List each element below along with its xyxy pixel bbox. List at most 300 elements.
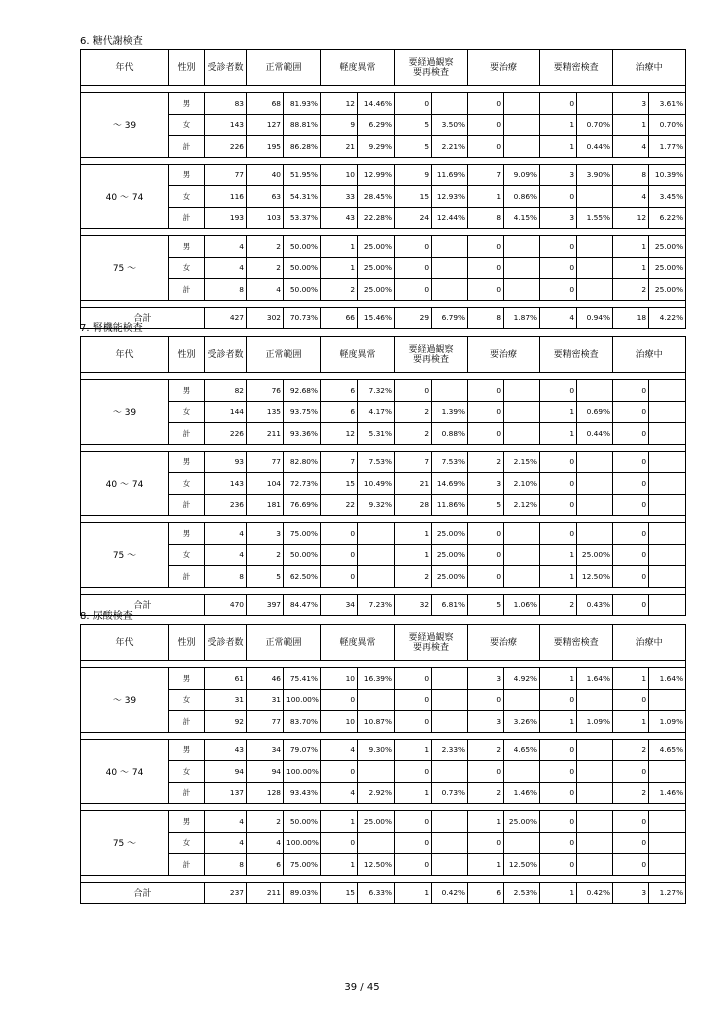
value-cell: 4 bbox=[205, 544, 247, 566]
header-sex: 性別 bbox=[169, 50, 205, 86]
value-cell: 2 bbox=[395, 401, 432, 423]
value-cell: 0 bbox=[395, 257, 432, 279]
value-cell: 0 bbox=[321, 832, 358, 854]
value-cell bbox=[649, 689, 686, 711]
value-cell: 143 bbox=[205, 114, 247, 136]
sex-subtotal: 計 bbox=[169, 279, 205, 301]
total-value-cell: 211 bbox=[247, 882, 284, 904]
value-cell: 10.49% bbox=[358, 473, 395, 495]
total-value-cell: 66 bbox=[321, 307, 358, 329]
spacer-row bbox=[81, 875, 686, 882]
value-cell bbox=[577, 93, 613, 115]
value-cell: 0 bbox=[321, 566, 358, 588]
value-cell: 0 bbox=[468, 423, 504, 445]
sex-male: 男 bbox=[169, 380, 205, 402]
spacer-row bbox=[81, 86, 686, 93]
value-cell bbox=[649, 854, 686, 876]
value-cell: 63 bbox=[247, 186, 284, 208]
spacer-row bbox=[81, 373, 686, 380]
value-cell: 0 bbox=[613, 494, 649, 516]
total-value-cell: 2 bbox=[540, 594, 577, 616]
value-cell: 21 bbox=[321, 136, 358, 158]
value-cell: 1 bbox=[395, 544, 432, 566]
value-cell: 0 bbox=[395, 236, 432, 258]
table-row bbox=[81, 494, 686, 516]
value-cell: 104 bbox=[247, 473, 284, 495]
table-row bbox=[81, 114, 686, 136]
value-cell bbox=[649, 473, 686, 495]
value-cell: 135 bbox=[247, 401, 284, 423]
value-cell: 0.73% bbox=[432, 782, 468, 804]
value-cell: 1 bbox=[613, 114, 649, 136]
header-detail: 要精密検査 bbox=[540, 625, 613, 661]
value-cell: 93.43% bbox=[284, 782, 321, 804]
value-cell: 3 bbox=[613, 93, 649, 115]
value-cell: 0 bbox=[540, 279, 577, 301]
value-cell: 5 bbox=[247, 566, 284, 588]
value-cell: 12.50% bbox=[577, 566, 613, 588]
value-cell: 92 bbox=[205, 711, 247, 733]
value-cell: 12.50% bbox=[358, 854, 395, 876]
header-observe-line2: 要再検査 bbox=[413, 354, 450, 365]
value-cell: 0 bbox=[613, 689, 649, 711]
header-observe-line1: 要経過観察 bbox=[408, 344, 454, 355]
header-observe bbox=[395, 50, 468, 86]
value-cell: 77 bbox=[205, 164, 247, 186]
value-cell: 2 bbox=[468, 451, 504, 473]
value-cell bbox=[432, 832, 468, 854]
value-cell: 0 bbox=[613, 544, 649, 566]
value-cell bbox=[649, 811, 686, 833]
value-cell: 25.00% bbox=[504, 811, 540, 833]
value-cell: 2.92% bbox=[358, 782, 395, 804]
header-age: 年代 bbox=[81, 337, 169, 373]
value-cell: 14.69% bbox=[432, 473, 468, 495]
sex-female: 女 bbox=[169, 186, 205, 208]
value-cell: 93.75% bbox=[284, 401, 321, 423]
total-value-cell: 4.22% bbox=[649, 307, 686, 329]
value-cell: 10 bbox=[321, 711, 358, 733]
value-cell: 25.00% bbox=[432, 523, 468, 545]
value-cell: 1.64% bbox=[577, 668, 613, 690]
value-cell: 2 bbox=[613, 279, 649, 301]
table-row bbox=[81, 668, 686, 690]
value-cell bbox=[432, 668, 468, 690]
page-number: 39 / 45 bbox=[344, 982, 380, 993]
value-cell: 3 bbox=[247, 523, 284, 545]
total-value-cell: 0.94% bbox=[577, 307, 613, 329]
value-cell: 7.53% bbox=[432, 451, 468, 473]
value-cell: 9.32% bbox=[358, 494, 395, 516]
value-cell: 12 bbox=[613, 207, 649, 229]
header-mild: 軽度異常 bbox=[321, 50, 395, 86]
value-cell bbox=[649, 544, 686, 566]
total-value-cell: 1.06% bbox=[504, 594, 540, 616]
sex-male: 男 bbox=[169, 451, 205, 473]
value-cell: 1 bbox=[540, 136, 577, 158]
value-cell: 0 bbox=[395, 832, 432, 854]
table-row bbox=[81, 761, 686, 783]
value-cell: 6.29% bbox=[358, 114, 395, 136]
sex-male: 男 bbox=[169, 164, 205, 186]
value-cell: 79.07% bbox=[284, 739, 321, 761]
table-row bbox=[81, 451, 686, 473]
section-title: 6. 糖代謝検査 bbox=[80, 36, 143, 47]
value-cell: 82 bbox=[205, 380, 247, 402]
value-cell: 0 bbox=[395, 279, 432, 301]
total-value-cell: 6 bbox=[468, 882, 504, 904]
value-cell: 75.41% bbox=[284, 668, 321, 690]
value-cell: 12 bbox=[321, 93, 358, 115]
value-cell: 0 bbox=[321, 544, 358, 566]
value-cell: 0 bbox=[613, 566, 649, 588]
total-value-cell: 89.03% bbox=[284, 882, 321, 904]
table-row bbox=[81, 279, 686, 301]
value-cell: 1 bbox=[468, 186, 504, 208]
header-under: 治療中 bbox=[613, 337, 686, 373]
value-cell bbox=[649, 401, 686, 423]
value-cell bbox=[577, 832, 613, 854]
table-row bbox=[81, 136, 686, 158]
value-cell: 2 bbox=[468, 739, 504, 761]
value-cell: 8 bbox=[468, 207, 504, 229]
value-cell: 1 bbox=[540, 114, 577, 136]
value-cell: 3 bbox=[468, 711, 504, 733]
value-cell: 0 bbox=[613, 380, 649, 402]
value-cell bbox=[504, 544, 540, 566]
value-cell: 28 bbox=[395, 494, 432, 516]
sex-female: 女 bbox=[169, 114, 205, 136]
value-cell bbox=[504, 114, 540, 136]
total-value-cell: 397 bbox=[247, 594, 284, 616]
value-cell bbox=[432, 811, 468, 833]
value-cell: 11.69% bbox=[432, 164, 468, 186]
value-cell bbox=[577, 523, 613, 545]
value-cell: 1 bbox=[395, 782, 432, 804]
value-cell: 83 bbox=[205, 93, 247, 115]
value-cell: 0 bbox=[613, 854, 649, 876]
value-cell: 83.70% bbox=[284, 711, 321, 733]
total-value-cell: 7.23% bbox=[358, 594, 395, 616]
value-cell: 0 bbox=[613, 811, 649, 833]
header-sex: 性別 bbox=[169, 337, 205, 373]
value-cell: 2 bbox=[247, 236, 284, 258]
value-cell bbox=[432, 279, 468, 301]
header-normal: 正常範囲 bbox=[247, 337, 321, 373]
sex-subtotal: 計 bbox=[169, 494, 205, 516]
value-cell: 0 bbox=[540, 186, 577, 208]
header-observe-line1: 要経過観察 bbox=[408, 57, 454, 68]
total-value-cell: 0 bbox=[613, 594, 649, 616]
header-treat: 要治療 bbox=[468, 625, 540, 661]
age-group-cell: ～ 39 bbox=[81, 93, 169, 158]
value-cell: 0 bbox=[613, 401, 649, 423]
value-cell bbox=[504, 832, 540, 854]
sex-female: 女 bbox=[169, 689, 205, 711]
header-observe-line1: 要経過観察 bbox=[408, 632, 454, 643]
value-cell: 81.93% bbox=[284, 93, 321, 115]
sex-subtotal: 計 bbox=[169, 423, 205, 445]
header-under: 治療中 bbox=[613, 50, 686, 86]
header-normal: 正常範囲 bbox=[247, 50, 321, 86]
value-cell: 93 bbox=[205, 451, 247, 473]
value-cell bbox=[504, 279, 540, 301]
value-cell: 50.00% bbox=[284, 811, 321, 833]
value-cell: 0 bbox=[468, 93, 504, 115]
value-cell bbox=[432, 236, 468, 258]
value-cell: 1.46% bbox=[649, 782, 686, 804]
value-cell: 10 bbox=[321, 164, 358, 186]
value-cell: 0 bbox=[468, 279, 504, 301]
value-cell: 0 bbox=[540, 689, 577, 711]
value-cell: 0 bbox=[540, 523, 577, 545]
age-group-cell: ～ 39 bbox=[81, 668, 169, 733]
table-row bbox=[81, 566, 686, 588]
header-detail: 要精密検査 bbox=[540, 50, 613, 86]
value-cell: 4 bbox=[321, 739, 358, 761]
sex-male: 男 bbox=[169, 739, 205, 761]
table-row bbox=[81, 473, 686, 495]
age-group-cell: 75 ～ bbox=[81, 811, 169, 876]
total-value-cell: 237 bbox=[205, 882, 247, 904]
spacer-row bbox=[81, 516, 686, 523]
value-cell: 127 bbox=[247, 114, 284, 136]
sex-female: 女 bbox=[169, 761, 205, 783]
total-value-cell: 8 bbox=[468, 307, 504, 329]
value-cell bbox=[577, 186, 613, 208]
value-cell: 33 bbox=[321, 186, 358, 208]
value-cell: 25.00% bbox=[358, 811, 395, 833]
value-cell: 7.32% bbox=[358, 380, 395, 402]
table-row bbox=[81, 207, 686, 229]
value-cell: 25.00% bbox=[649, 257, 686, 279]
value-cell: 0 bbox=[468, 832, 504, 854]
value-cell: 76.69% bbox=[284, 494, 321, 516]
value-cell: 92.68% bbox=[284, 380, 321, 402]
value-cell: 4 bbox=[613, 136, 649, 158]
section-title: 8. 尿酸検査 bbox=[80, 611, 133, 622]
value-cell: 50.00% bbox=[284, 236, 321, 258]
section-title: 7. 腎機能検査 bbox=[80, 323, 143, 334]
value-cell: 1 bbox=[540, 423, 577, 445]
value-cell: 46 bbox=[247, 668, 284, 690]
value-cell bbox=[432, 257, 468, 279]
spacer-row bbox=[81, 157, 686, 164]
value-cell: 5 bbox=[468, 494, 504, 516]
value-cell: 54.31% bbox=[284, 186, 321, 208]
sex-subtotal: 計 bbox=[169, 207, 205, 229]
value-cell bbox=[504, 93, 540, 115]
value-cell: 236 bbox=[205, 494, 247, 516]
header-observe-line2: 要再検査 bbox=[413, 67, 450, 78]
spacer-row bbox=[81, 732, 686, 739]
value-cell: 2.21% bbox=[432, 136, 468, 158]
value-cell: 0 bbox=[613, 761, 649, 783]
value-cell: 6.22% bbox=[649, 207, 686, 229]
header-mild: 軽度異常 bbox=[321, 337, 395, 373]
value-cell: 4.17% bbox=[358, 401, 395, 423]
table-row bbox=[81, 854, 686, 876]
value-cell: 6 bbox=[321, 380, 358, 402]
value-cell: 100.00% bbox=[284, 689, 321, 711]
header-normal: 正常範囲 bbox=[247, 625, 321, 661]
grand-total-label: 合計 bbox=[81, 882, 205, 904]
value-cell bbox=[649, 423, 686, 445]
value-cell: 43 bbox=[321, 207, 358, 229]
value-cell: 1.09% bbox=[649, 711, 686, 733]
value-cell: 12.50% bbox=[504, 854, 540, 876]
value-cell: 5 bbox=[395, 114, 432, 136]
sex-subtotal: 計 bbox=[169, 136, 205, 158]
value-cell: 144 bbox=[205, 401, 247, 423]
total-value-cell: 6.81% bbox=[432, 594, 468, 616]
value-cell: 1.64% bbox=[649, 668, 686, 690]
header-under: 治療中 bbox=[613, 625, 686, 661]
value-cell: 7 bbox=[468, 164, 504, 186]
total-value-cell bbox=[649, 594, 686, 616]
value-cell: 4 bbox=[321, 782, 358, 804]
value-cell: 0 bbox=[468, 114, 504, 136]
value-cell: 2 bbox=[613, 782, 649, 804]
value-cell: 4 bbox=[205, 523, 247, 545]
value-cell: 2.12% bbox=[504, 494, 540, 516]
value-cell bbox=[649, 761, 686, 783]
table-row bbox=[81, 257, 686, 279]
total-value-cell: 32 bbox=[395, 594, 432, 616]
value-cell bbox=[649, 451, 686, 473]
sex-subtotal: 計 bbox=[169, 711, 205, 733]
total-value-cell: 0.42% bbox=[432, 882, 468, 904]
value-cell: 0.88% bbox=[432, 423, 468, 445]
value-cell: 0 bbox=[321, 761, 358, 783]
value-cell: 4 bbox=[205, 236, 247, 258]
value-cell: 22.28% bbox=[358, 207, 395, 229]
value-cell: 0 bbox=[395, 668, 432, 690]
value-cell bbox=[577, 473, 613, 495]
value-cell: 0 bbox=[321, 523, 358, 545]
value-cell: 4 bbox=[205, 257, 247, 279]
value-cell: 0 bbox=[468, 401, 504, 423]
value-cell: 0 bbox=[540, 494, 577, 516]
total-value-cell: 1 bbox=[540, 882, 577, 904]
total-value-cell: 70.73% bbox=[284, 307, 321, 329]
value-cell: 2.10% bbox=[504, 473, 540, 495]
value-cell: 0 bbox=[395, 689, 432, 711]
table-row bbox=[81, 93, 686, 115]
value-cell: 0 bbox=[321, 689, 358, 711]
value-cell: 0 bbox=[540, 761, 577, 783]
sex-male: 男 bbox=[169, 668, 205, 690]
value-cell bbox=[649, 523, 686, 545]
value-cell bbox=[358, 832, 395, 854]
value-cell bbox=[432, 854, 468, 876]
value-cell bbox=[577, 494, 613, 516]
grand-total-label: 合計 bbox=[81, 594, 205, 616]
value-cell: 0 bbox=[468, 257, 504, 279]
total-value-cell: 3 bbox=[613, 882, 649, 904]
spacer-row bbox=[81, 300, 686, 307]
value-cell: 1 bbox=[321, 257, 358, 279]
value-cell bbox=[577, 689, 613, 711]
value-cell: 100.00% bbox=[284, 761, 321, 783]
value-cell: 22 bbox=[321, 494, 358, 516]
value-cell: 10 bbox=[321, 668, 358, 690]
spacer-row bbox=[81, 804, 686, 811]
value-cell: 0 bbox=[395, 854, 432, 876]
value-cell: 25.00% bbox=[358, 279, 395, 301]
value-cell bbox=[358, 544, 395, 566]
age-group-cell: 75 ～ bbox=[81, 236, 169, 301]
value-cell: 193 bbox=[205, 207, 247, 229]
value-cell bbox=[577, 279, 613, 301]
value-cell: 1 bbox=[613, 711, 649, 733]
value-cell bbox=[504, 401, 540, 423]
header-examinees: 受診者数 bbox=[205, 625, 247, 661]
value-cell: 8 bbox=[205, 279, 247, 301]
value-cell: 12 bbox=[321, 423, 358, 445]
table-row bbox=[81, 689, 686, 711]
header-treat: 要治療 bbox=[468, 337, 540, 373]
value-cell: 9 bbox=[395, 164, 432, 186]
table-row bbox=[81, 832, 686, 854]
value-cell bbox=[649, 832, 686, 854]
stats-table bbox=[80, 624, 686, 904]
value-cell: 7 bbox=[395, 451, 432, 473]
value-cell bbox=[577, 761, 613, 783]
value-cell: 7.53% bbox=[358, 451, 395, 473]
value-cell: 3.45% bbox=[649, 186, 686, 208]
header-age: 年代 bbox=[81, 50, 169, 86]
value-cell: 6 bbox=[321, 401, 358, 423]
total-value-cell: 302 bbox=[247, 307, 284, 329]
value-cell: 0 bbox=[468, 544, 504, 566]
value-cell: 0 bbox=[540, 380, 577, 402]
value-cell: 11.86% bbox=[432, 494, 468, 516]
stats-table bbox=[80, 49, 686, 329]
total-value-cell: 1.27% bbox=[649, 882, 686, 904]
total-value-cell: 34 bbox=[321, 594, 358, 616]
value-cell bbox=[432, 380, 468, 402]
value-cell: 2.33% bbox=[432, 739, 468, 761]
value-cell: 76 bbox=[247, 380, 284, 402]
value-cell: 1.55% bbox=[577, 207, 613, 229]
table-row bbox=[81, 811, 686, 833]
age-group-cell: 40 ～ 74 bbox=[81, 164, 169, 229]
total-value-cell: 15 bbox=[321, 882, 358, 904]
sex-female: 女 bbox=[169, 473, 205, 495]
sex-female: 女 bbox=[169, 544, 205, 566]
header-row bbox=[81, 50, 686, 86]
sex-female: 女 bbox=[169, 257, 205, 279]
value-cell bbox=[432, 93, 468, 115]
value-cell: 0 bbox=[395, 711, 432, 733]
total-value-cell: 1 bbox=[395, 882, 432, 904]
spacer-row bbox=[81, 229, 686, 236]
value-cell: 25.00% bbox=[649, 279, 686, 301]
value-cell: 0.69% bbox=[577, 401, 613, 423]
age-group-cell: 75 ～ bbox=[81, 523, 169, 588]
value-cell: 128 bbox=[247, 782, 284, 804]
table-row bbox=[81, 544, 686, 566]
value-cell: 1 bbox=[321, 811, 358, 833]
spacer-row bbox=[81, 444, 686, 451]
value-cell: 25.00% bbox=[432, 566, 468, 588]
value-cell: 0 bbox=[613, 523, 649, 545]
value-cell: 2 bbox=[613, 739, 649, 761]
value-cell: 0 bbox=[540, 739, 577, 761]
table-row bbox=[81, 782, 686, 804]
value-cell bbox=[577, 782, 613, 804]
